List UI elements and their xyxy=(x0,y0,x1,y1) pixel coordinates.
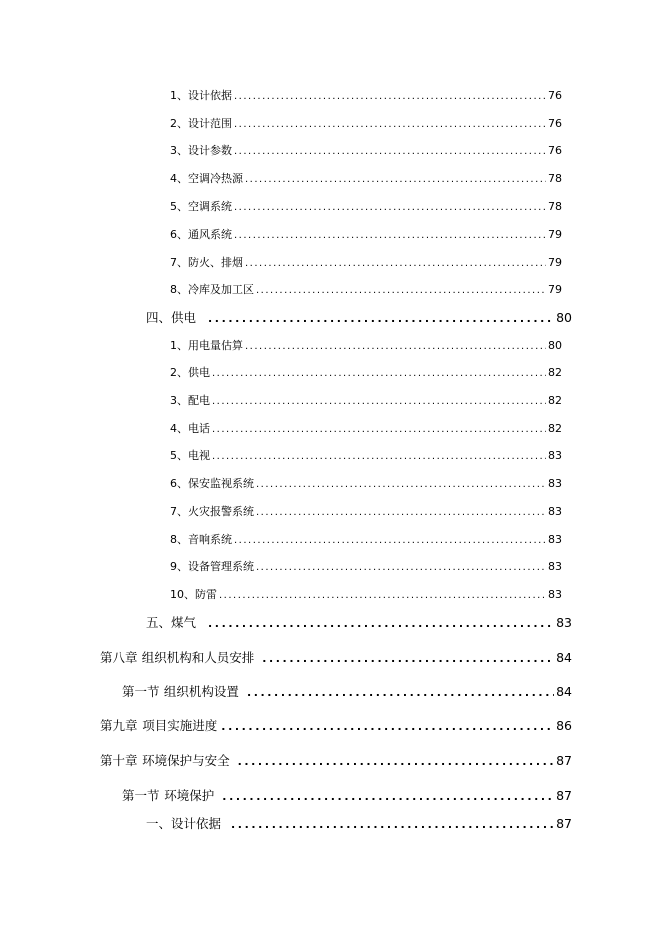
toc-entry-label: 7、防火、排烟 xyxy=(170,256,243,269)
dot-leader xyxy=(238,753,555,768)
dot-leader xyxy=(212,422,546,435)
toc-entry[interactable] xyxy=(170,87,562,103)
toc-chapter-prefix: 第十章 xyxy=(100,753,138,768)
dot-leader xyxy=(212,449,546,462)
toc-entry-page: 76 xyxy=(548,144,562,157)
toc-entry-label: 9、设备管理系统 xyxy=(170,560,254,573)
toc-entry[interactable] xyxy=(170,226,562,242)
toc-section-label: 四、供电 xyxy=(146,310,197,325)
dot-leader xyxy=(256,560,546,573)
toc-subchapter-page: 87 xyxy=(556,788,572,803)
toc-section-label: 五、煤气 xyxy=(146,615,197,630)
toc-entry-page: 83 xyxy=(548,505,562,518)
dot-leader xyxy=(234,228,546,241)
toc-entry-label: 7、火灾报警系统 xyxy=(170,505,254,518)
toc-entry[interactable] xyxy=(170,254,562,270)
dot-leader xyxy=(256,283,546,296)
toc-subchapter[interactable] xyxy=(122,786,572,804)
toc-entry[interactable] xyxy=(170,475,562,491)
toc-entry-label: 4、空调冷热源 xyxy=(170,172,243,185)
toc-chapter[interactable] xyxy=(100,751,572,769)
toc-entry[interactable] xyxy=(170,364,562,380)
toc-entry[interactable] xyxy=(170,586,562,602)
dot-leader xyxy=(234,533,546,546)
toc-entry[interactable] xyxy=(170,337,562,353)
toc-entry-page: 79 xyxy=(548,228,562,241)
dot-leader xyxy=(234,200,546,213)
dot-leader xyxy=(221,718,554,733)
dot-leader xyxy=(247,684,554,699)
toc-entry-page: 82 xyxy=(548,394,562,407)
toc-section-page: 83 xyxy=(556,615,572,630)
toc-entry-label: 3、设计参数 xyxy=(170,144,232,157)
toc-entry-label: 8、音响系统 xyxy=(170,533,232,546)
dot-leader xyxy=(245,256,546,269)
toc-entry-label: 2、供电 xyxy=(170,366,210,379)
toc-chapter-label: 环境保护与安全 xyxy=(142,753,230,768)
dot-leader xyxy=(208,615,554,630)
toc-entry[interactable] xyxy=(170,115,562,131)
toc-entry-label: 6、保安监视系统 xyxy=(170,477,254,490)
toc-chapter-label: 项目实施进度 xyxy=(142,718,218,733)
toc-entry-label: 4、电话 xyxy=(170,422,210,435)
toc-section-label: 一、设计依据 xyxy=(146,816,222,831)
toc-section[interactable] xyxy=(146,613,572,631)
toc-section[interactable] xyxy=(146,814,572,832)
dot-leader xyxy=(256,477,546,490)
toc-entry[interactable] xyxy=(170,198,562,214)
toc-entry-label: 2、设计范围 xyxy=(170,117,232,130)
toc-chapter-prefix: 第九章 xyxy=(100,718,138,733)
toc-entry[interactable] xyxy=(170,503,562,519)
toc-entry-label: 3、配电 xyxy=(170,394,210,407)
dot-leader xyxy=(234,89,546,102)
toc-entry-label: 5、电视 xyxy=(170,449,210,462)
dot-leader xyxy=(212,366,546,379)
toc-subchapter-label: 组织机构设置 xyxy=(163,684,239,699)
toc-entry-page: 79 xyxy=(548,283,562,296)
toc-entry[interactable] xyxy=(170,170,562,186)
toc-entry-label: 8、冷库及加工区 xyxy=(170,283,254,296)
dot-leader xyxy=(212,394,546,407)
dot-leader xyxy=(208,310,554,325)
toc-entry-page: 83 xyxy=(548,477,562,490)
toc-chapter-label: 组织机构和人员安排 xyxy=(141,650,255,665)
toc-entry-page: 82 xyxy=(548,422,562,435)
toc-entry-page: 79 xyxy=(548,256,562,269)
toc-subchapter-prefix: 第一节 xyxy=(122,684,160,699)
dot-leader xyxy=(245,172,546,185)
dot-leader xyxy=(222,788,554,803)
toc-chapter[interactable] xyxy=(100,648,572,666)
toc-subchapter-prefix: 第一节 xyxy=(122,788,160,803)
toc-entry-page: 83 xyxy=(548,588,562,601)
dot-leader xyxy=(262,650,554,665)
toc-entry-page: 83 xyxy=(548,560,562,573)
toc-entry[interactable] xyxy=(170,531,562,547)
toc-entry[interactable] xyxy=(170,281,562,297)
toc-entry-page: 76 xyxy=(548,117,562,130)
toc-section-page: 80 xyxy=(556,310,572,325)
dot-leader xyxy=(231,816,554,831)
toc-chapter-prefix: 第八章 xyxy=(100,650,138,665)
toc-entry-label: 6、通风系统 xyxy=(170,228,232,241)
toc-section[interactable] xyxy=(146,308,572,326)
dot-leader xyxy=(234,144,546,157)
toc-chapter[interactable] xyxy=(100,716,572,734)
toc-subchapter-label: 环境保护 xyxy=(164,788,215,803)
toc-entry[interactable] xyxy=(170,142,562,158)
toc-entry-page: 78 xyxy=(548,172,562,185)
dot-leader xyxy=(219,588,546,601)
toc-section-page: 87 xyxy=(556,816,572,831)
toc-chapter-page: 84 xyxy=(556,650,572,665)
toc-subchapter[interactable] xyxy=(122,682,572,700)
dot-leader xyxy=(256,505,546,518)
toc-chapter-page: 87 xyxy=(556,753,572,768)
toc-subchapter-page: 84 xyxy=(556,684,572,699)
toc-entry-page: 76 xyxy=(548,89,562,102)
toc-entry-page: 78 xyxy=(548,200,562,213)
toc-entry-page: 83 xyxy=(548,449,562,462)
toc-entry-label: 10、防雷 xyxy=(170,588,217,601)
toc-entry[interactable] xyxy=(170,447,562,463)
toc-entry-page: 80 xyxy=(548,339,562,352)
toc-entry-page: 82 xyxy=(548,366,562,379)
dot-leader xyxy=(245,339,546,352)
toc-entry-label: 5、空调系统 xyxy=(170,200,232,213)
toc-entry[interactable] xyxy=(170,420,562,436)
dot-leader xyxy=(234,117,546,130)
toc-entry-page: 83 xyxy=(548,533,562,546)
toc-chapter-page: 86 xyxy=(556,718,572,733)
toc-entry[interactable] xyxy=(170,558,562,574)
toc-entry-label: 1、用电量估算 xyxy=(170,339,243,352)
toc-entry-label: 1、设计依据 xyxy=(170,89,232,102)
toc-entry[interactable] xyxy=(170,392,562,408)
